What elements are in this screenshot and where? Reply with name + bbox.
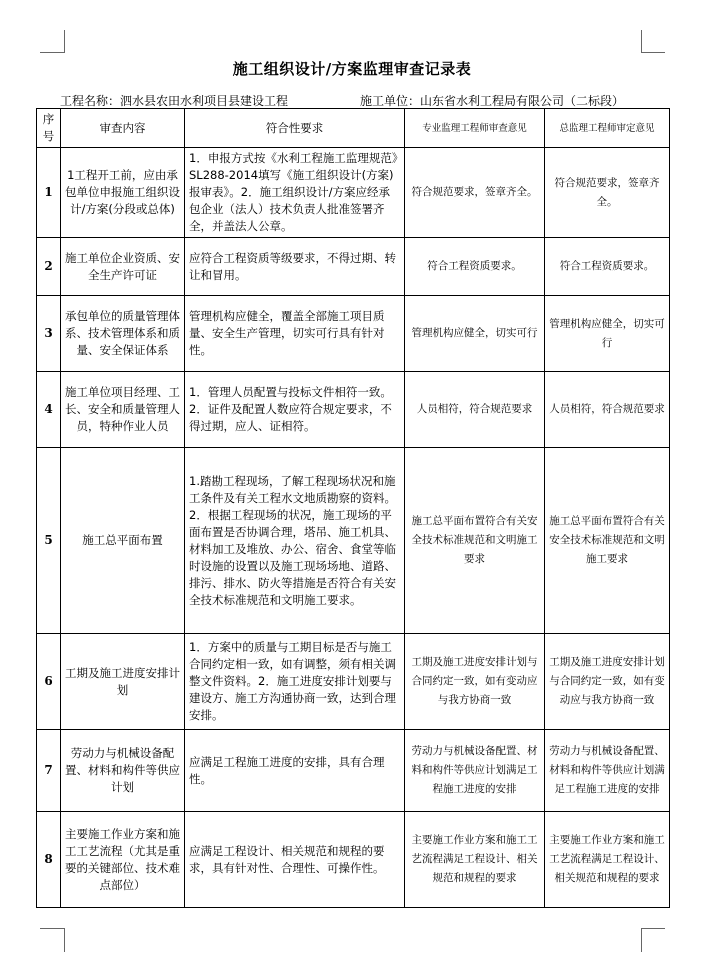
contractor-label: 施工单位： <box>360 94 421 108</box>
table-row <box>37 238 670 296</box>
requirement-text: 1．方案中的质量与工期目标是否与施工合同约定相一致，如有调整，须有相关调整文件资料。2．施工进度安排计划要与建设方、施工方沟通协商一致，达到合理安排。 <box>185 634 405 730</box>
specialist-opinion: 管理机构应健全，切实可行 <box>405 296 545 372</box>
row-number: 8 <box>37 812 61 908</box>
specialist-opinion: 工期及施工进度安排计划与合同约定一致，如有变动应与我方协商一致 <box>405 634 545 730</box>
crop-mark-top-left-h <box>40 52 64 53</box>
row-number: 1 <box>37 148 61 238</box>
chief-opinion: 人员相符，符合规范要求 <box>545 372 670 448</box>
chief-opinion: 符合工程资质要求。 <box>545 238 670 296</box>
chief-opinion: 符合规范要求，签章齐全。 <box>545 148 670 238</box>
table-header-row <box>37 109 670 148</box>
table-row <box>37 812 670 908</box>
review-item: 承包单位的质量管理体系、技术管理体系和质量、安全保证体系 <box>61 296 185 372</box>
row-number: 2 <box>37 238 61 296</box>
requirement-text: 1．申报方式按《水利工程施工监理规范》SL288-2014填写《施工组织设计(方案)报审表》。2．施工组织设计/方案应经承包企业（法人）技术负责人批准签署齐全，并盖法人公章。 <box>185 148 405 238</box>
table-row <box>37 730 670 812</box>
specialist-opinion: 人员相符，符合规范要求 <box>405 372 545 448</box>
header-specialist-opinion: 专业监理工程师审查意见 <box>405 109 545 148</box>
crop-mark-top-left-v <box>64 30 65 53</box>
requirement-text: 应满足工程施工进度的安排，具有合理性。 <box>185 730 405 812</box>
review-item: 施工单位项目经理、工长、安全和质量管理人员，特种作业人员 <box>61 372 185 448</box>
project-info <box>60 92 680 108</box>
requirement-text: 应符合工程资质等级要求，不得过期、转让和冒用。 <box>185 238 405 296</box>
row-number: 7 <box>37 730 61 812</box>
specialist-opinion: 主要施工作业方案和施工工艺流程满足工程设计、相关规范和规程的要求 <box>405 812 545 908</box>
row-number: 6 <box>37 634 61 730</box>
chief-opinion: 管理机构应健全，切实可行 <box>545 296 670 372</box>
row-number: 4 <box>37 372 61 448</box>
specialist-opinion: 符合规范要求，签章齐全。 <box>405 148 545 238</box>
crop-mark-bottom-right-h <box>641 928 665 929</box>
table-row <box>37 148 670 238</box>
specialist-opinion: 施工总平面布置符合有关安全技术标准规范和文明施工要求 <box>405 448 545 634</box>
table-row <box>37 448 670 634</box>
review-item: 劳动力与机械设备配置、材料和构件等供应计划 <box>61 730 185 812</box>
specialist-opinion: 劳动力与机械设备配置、材料和构件等供应计划满足工程施工进度的安排 <box>405 730 545 812</box>
crop-mark-bottom-right-v <box>641 928 642 952</box>
contractor-value: 山东省水利工程局有限公司（二标段） <box>420 94 625 108</box>
requirement-text: 1．管理人员配置与投标文件相符一致。 2．证件及配置人数应符合规定要求，不得过期，应人、证相符。 <box>185 372 405 448</box>
review-item: 施工单位企业资质、安全生产许可证 <box>61 238 185 296</box>
row-number: 3 <box>37 296 61 372</box>
header-item: 审查内容 <box>61 109 185 148</box>
row-number: 5 <box>37 448 61 634</box>
requirement-text: 1.踏勘工程现场，了解工程现场状况和施工条件及有关工程水文地质勘察的资料。 2．根据工程现场的状况，施工现场的平面布置是否协调合理，塔吊、施工机具、材料加工及堆放、办公、宿舍、食堂等临时设施的设置以及施工现场场地、道路、排污、排水、防火等措施是否符合有关安全技术标准规范和文明施工要求。 <box>185 448 405 634</box>
chief-opinion: 劳动力与机械设备配置、材料和构件等供应计划满足工程施工进度的安排 <box>545 730 670 812</box>
review-item: 施工总平面布置 <box>61 448 185 634</box>
table-row <box>37 634 670 730</box>
crop-mark-bottom-left-v <box>64 928 65 952</box>
chief-opinion: 工期及施工进度安排计划与合同约定一致，如有变动应与我方协商一致 <box>545 634 670 730</box>
project-name <box>60 92 288 109</box>
review-item: 工期及施工进度安排计划 <box>61 634 185 730</box>
crop-mark-top-right-v <box>641 30 642 53</box>
review-item: 1工程开工前，应由承包单位申报施工组织设计/方案(分段或总体) <box>61 148 185 238</box>
header-requirement: 符合性要求 <box>185 109 405 148</box>
project-name-label: 工程名称： <box>60 94 121 108</box>
chief-opinion: 主要施工作业方案和施工工艺流程满足工程设计、相关规范和规程的要求 <box>545 812 670 908</box>
header-no: 序号 <box>37 109 61 148</box>
document-title: 施工组织设计/方案监理审查记录表 <box>232 60 472 78</box>
requirement-text: 管理机构应健全，覆盖全部施工项目质量、安全生产管理，切实可行具有针对性。 <box>185 296 405 372</box>
specialist-opinion: 符合工程资质要求。 <box>405 238 545 296</box>
table-row <box>37 296 670 372</box>
requirement-text: 应满足工程设计、相关规范和规程的要求，具有针对性、合理性、可操作性。 <box>185 812 405 908</box>
crop-mark-bottom-left-h <box>40 928 64 929</box>
project-name-value: 泗水县农田水利项目县建设工程 <box>120 94 289 108</box>
review-table <box>36 108 670 908</box>
crop-mark-top-right-h <box>641 52 665 53</box>
review-item: 主要施工作业方案和施工工艺流程（尤其是重要的关键部位、技术难点部位） <box>61 812 185 908</box>
chief-opinion: 施工总平面布置符合有关安全技术标准规范和文明施工要求 <box>545 448 670 634</box>
table-row <box>37 372 670 448</box>
header-chief-opinion: 总监理工程师审定意见 <box>545 109 670 148</box>
contractor-name <box>360 92 624 109</box>
